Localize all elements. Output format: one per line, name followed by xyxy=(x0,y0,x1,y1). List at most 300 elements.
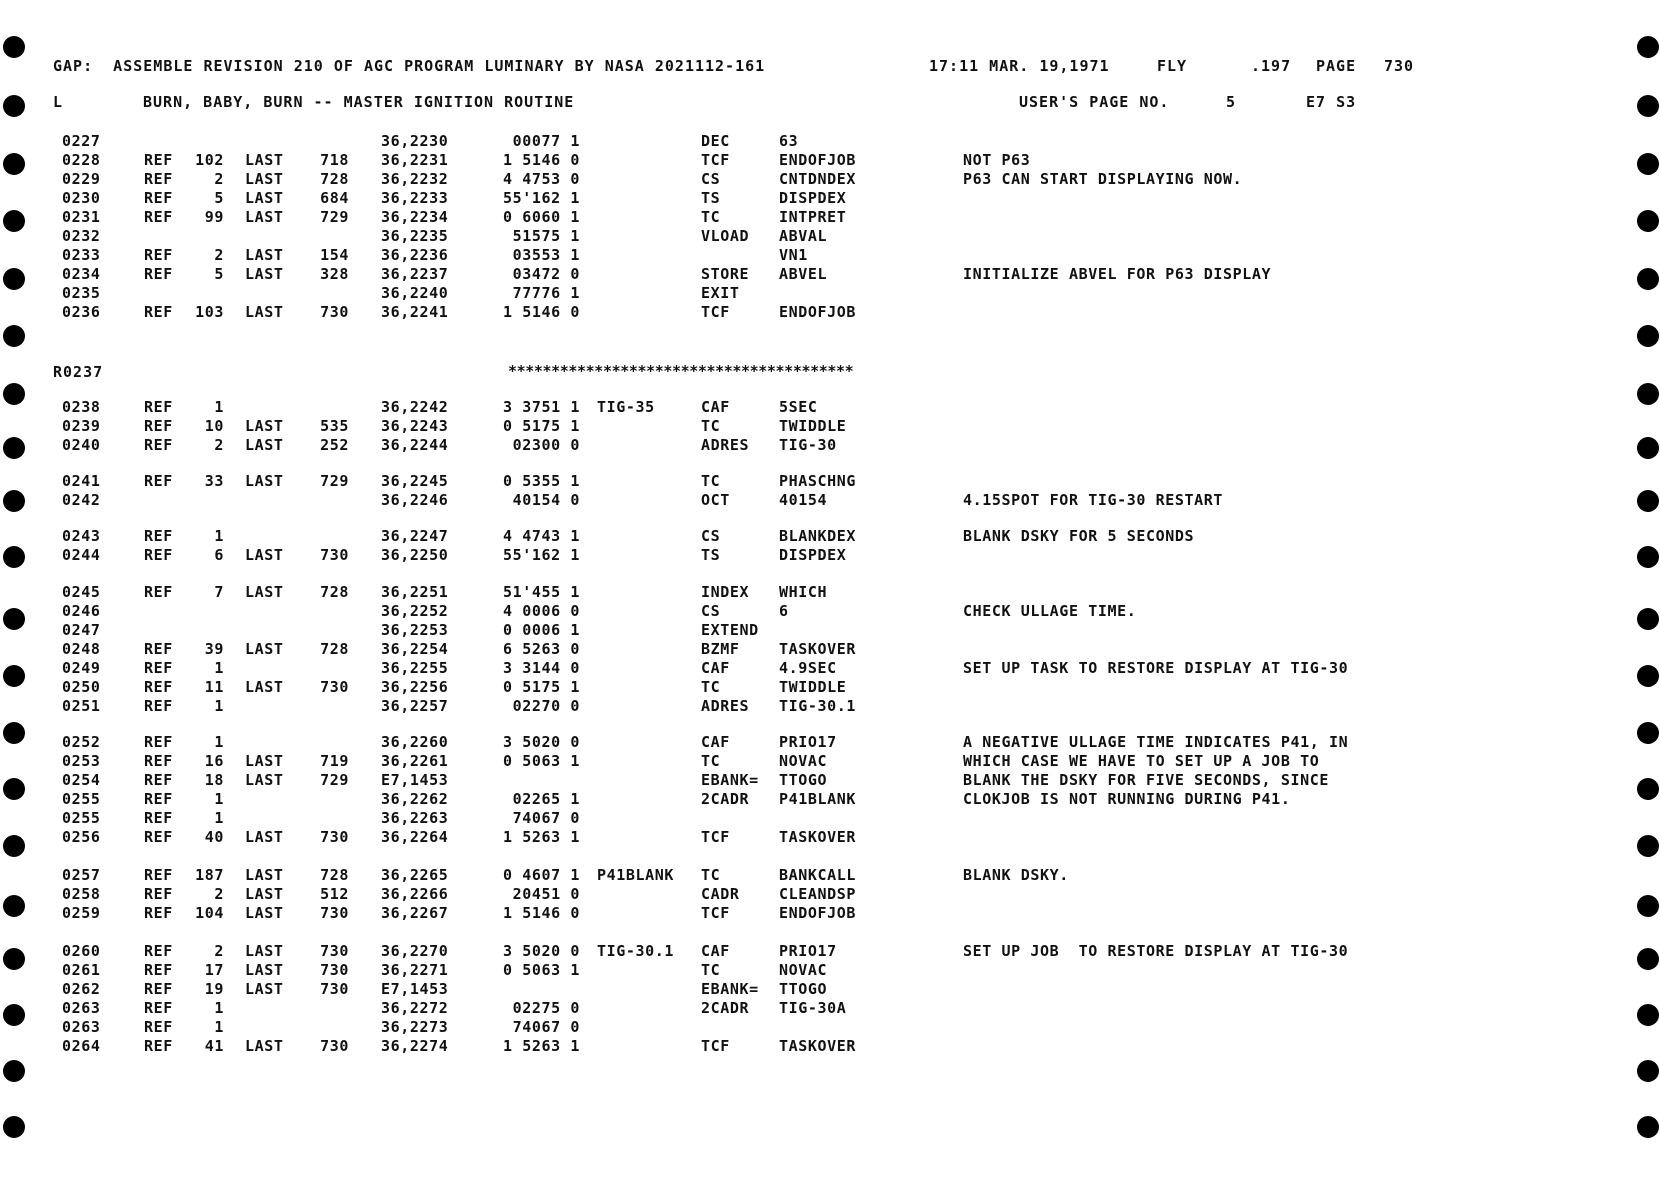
listing-line xyxy=(0,546,1660,565)
ref-label: REF xyxy=(144,1018,173,1036)
ref-label: REF xyxy=(144,904,173,922)
last-page: 729 xyxy=(320,771,349,789)
opcode: EBANK= xyxy=(701,980,759,998)
last-label: LAST xyxy=(245,246,284,264)
last-page: 730 xyxy=(320,678,349,696)
ref-count: 1 xyxy=(214,659,224,677)
opcode: STORE xyxy=(701,265,750,283)
address: 36,2233 xyxy=(381,189,449,207)
ref-label: REF xyxy=(144,208,173,226)
object-word: 03553 1 xyxy=(512,246,580,264)
ref-label: REF xyxy=(144,942,173,960)
address: 36,2231 xyxy=(381,151,449,169)
line-number: 0255 xyxy=(62,790,101,808)
comment: A NEGATIVE ULLAGE TIME INDICATES P41, IN xyxy=(963,733,1349,751)
ref-label: REF xyxy=(144,828,173,846)
last-label: LAST xyxy=(245,303,284,321)
object-word: 1 5263 1 xyxy=(502,1037,580,1055)
address: 36,2246 xyxy=(381,491,449,509)
last-label: LAST xyxy=(245,980,284,998)
comment: CHECK ULLAGE TIME. xyxy=(963,602,1137,620)
ref-count: 187 xyxy=(195,866,224,884)
operand: PRIO17 xyxy=(779,733,837,751)
line-number: 0260 xyxy=(62,942,101,960)
line-number: 0262 xyxy=(62,980,101,998)
address: 36,2245 xyxy=(381,472,449,490)
object-word: 55'162 1 xyxy=(502,546,580,564)
last-page: 730 xyxy=(320,303,349,321)
punch-hole xyxy=(3,1060,25,1082)
user-page-label: USER'S PAGE NO. xyxy=(1019,93,1170,111)
listing-line xyxy=(0,417,1660,436)
ref-label: REF xyxy=(144,398,173,416)
opcode: CAF xyxy=(701,659,730,677)
object-word: 4 4743 1 xyxy=(502,527,580,545)
ref-count: 10 xyxy=(204,417,224,435)
line-number: 0232 xyxy=(62,227,101,245)
object-word: 02275 0 xyxy=(512,999,580,1017)
comment: INITIALIZE ABVEL FOR P63 DISPLAY xyxy=(963,265,1272,283)
separator-label: R0237 xyxy=(53,363,104,381)
opcode: TC xyxy=(701,472,721,490)
address: 36,2264 xyxy=(381,828,449,846)
line-number: 0241 xyxy=(62,472,101,490)
line-number: 0239 xyxy=(62,417,101,435)
object-word: 0 5355 1 xyxy=(502,472,580,490)
opcode: TCF xyxy=(701,904,730,922)
object-word: 3 5020 0 xyxy=(502,733,580,751)
routine-title: BURN, BABY, BURN -- MASTER IGNITION ROUTINE xyxy=(143,93,575,111)
opcode: TCF xyxy=(701,828,730,846)
operand: CNTDNDEX xyxy=(779,170,857,188)
operand: PHASCHNG xyxy=(779,472,857,490)
listing-line xyxy=(0,752,1660,771)
opcode: TC xyxy=(701,752,721,770)
last-label: LAST xyxy=(245,1037,284,1055)
address: 36,2262 xyxy=(381,790,449,808)
address: 36,2242 xyxy=(381,398,449,416)
last-label: LAST xyxy=(245,866,284,884)
object-word: 4 0006 0 xyxy=(502,602,580,620)
line-number: 0249 xyxy=(62,659,101,677)
ref-count: 40 xyxy=(204,828,224,846)
operand: ABVEL xyxy=(779,265,828,283)
listing-line xyxy=(0,583,1660,602)
last-page: 535 xyxy=(320,417,349,435)
last-label: LAST xyxy=(245,752,284,770)
line-number: 0248 xyxy=(62,640,101,658)
last-page: 728 xyxy=(320,583,349,601)
opcode: TS xyxy=(701,189,721,207)
last-label: LAST xyxy=(245,904,284,922)
opcode: 2CADR xyxy=(701,790,750,808)
address: 36,2254 xyxy=(381,640,449,658)
address: 36,2240 xyxy=(381,284,449,302)
operand: CLEANDSP xyxy=(779,885,857,903)
ref-count: 1 xyxy=(214,527,224,545)
punch-hole xyxy=(1637,325,1659,347)
ref-count: 103 xyxy=(195,303,224,321)
listing-line xyxy=(0,491,1660,510)
line-number: 0253 xyxy=(62,752,101,770)
last-label: LAST xyxy=(245,265,284,283)
last-label: LAST xyxy=(245,828,284,846)
assembly-header: GAP: ASSEMBLE REVISION 210 OF AGC PROGRAM LUMINARY BY NASA 2021112-161 xyxy=(53,57,766,75)
object-word: 1 5146 0 xyxy=(502,151,580,169)
ref-count: 2 xyxy=(214,885,224,903)
object-word: 0 6060 1 xyxy=(502,208,580,226)
listing-line xyxy=(0,284,1660,303)
operand: 6 xyxy=(779,602,789,620)
operand: NOVAC xyxy=(779,961,828,979)
opcode: EXIT xyxy=(701,284,740,302)
opcode: TC xyxy=(701,208,721,226)
ref-label: REF xyxy=(144,1037,173,1055)
last-page: 154 xyxy=(320,246,349,264)
ref-count: 16 xyxy=(204,752,224,770)
line-number: 0252 xyxy=(62,733,101,751)
comment: SET UP JOB TO RESTORE DISPLAY AT TIG-30 xyxy=(963,942,1349,960)
listing-line xyxy=(0,208,1660,227)
page-label: PAGE xyxy=(1316,57,1357,75)
last-page: 730 xyxy=(320,904,349,922)
punch-hole xyxy=(3,325,25,347)
listing-line xyxy=(0,472,1660,491)
ref-label: REF xyxy=(144,265,173,283)
object-word: 0 5063 1 xyxy=(502,752,580,770)
line-number: 0264 xyxy=(62,1037,101,1055)
listing-line xyxy=(0,942,1660,961)
operand: TIG-30 xyxy=(779,436,837,454)
ref-count: 5 xyxy=(214,265,224,283)
listing-line xyxy=(0,961,1660,980)
last-page: 729 xyxy=(320,472,349,490)
ref-label: REF xyxy=(144,885,173,903)
line-number: 0231 xyxy=(62,208,101,226)
last-page: 729 xyxy=(320,208,349,226)
ref-label: REF xyxy=(144,980,173,998)
operand: 40154 xyxy=(779,491,828,509)
opcode: CADR xyxy=(701,885,740,903)
last-page: 718 xyxy=(320,151,349,169)
object-word: 51575 1 xyxy=(512,227,580,245)
address: 36,2247 xyxy=(381,527,449,545)
listing-line xyxy=(0,980,1660,999)
operand: TASKOVER xyxy=(779,1037,857,1055)
opcode: TC xyxy=(701,678,721,696)
address: 36,2267 xyxy=(381,904,449,922)
object-word: 02265 1 xyxy=(512,790,580,808)
address: 36,2235 xyxy=(381,227,449,245)
ref-label: REF xyxy=(144,752,173,770)
line-number: 0229 xyxy=(62,170,101,188)
symbol-label: TIG-35 xyxy=(597,398,655,416)
object-word: 3 3751 1 xyxy=(502,398,580,416)
ref-count: 5 xyxy=(214,189,224,207)
object-word: 0 5175 1 xyxy=(502,678,580,696)
address: 36,2266 xyxy=(381,885,449,903)
ref-label: REF xyxy=(144,866,173,884)
comment: CLOKJOB IS NOT RUNNING DURING P41. xyxy=(963,790,1291,808)
ref-count: 2 xyxy=(214,436,224,454)
ref-label: REF xyxy=(144,303,173,321)
last-label: LAST xyxy=(245,583,284,601)
operand: DISPDEX xyxy=(779,546,847,564)
line-number: 0243 xyxy=(62,527,101,545)
address: 36,2253 xyxy=(381,621,449,639)
operand: TASKOVER xyxy=(779,828,857,846)
ref-count: 41 xyxy=(204,1037,224,1055)
operand: TWIDDLE xyxy=(779,417,847,435)
last-page: 730 xyxy=(320,942,349,960)
listing-line xyxy=(0,809,1660,828)
address: 36,2260 xyxy=(381,733,449,751)
ref-count: 7 xyxy=(214,583,224,601)
operand: P41BLANK xyxy=(779,790,857,808)
ref-label: REF xyxy=(144,246,173,264)
ref-count: 19 xyxy=(204,980,224,998)
address: 36,2241 xyxy=(381,303,449,321)
opcode: 2CADR xyxy=(701,999,750,1017)
line-number: 0246 xyxy=(62,602,101,620)
comment: 4.15SPOT FOR TIG-30 RESTART xyxy=(963,491,1224,509)
listing-line xyxy=(0,265,1660,284)
last-label: LAST xyxy=(245,189,284,207)
operand: NOVAC xyxy=(779,752,828,770)
ref-label: REF xyxy=(144,583,173,601)
object-word: 0 4607 1 xyxy=(502,866,580,884)
last-label: LAST xyxy=(245,472,284,490)
ref-label: REF xyxy=(144,999,173,1017)
address: 36,2265 xyxy=(381,866,449,884)
listing-line xyxy=(0,189,1660,208)
line-number: 0238 xyxy=(62,398,101,416)
section-marker: L xyxy=(53,93,64,111)
operand: TTOGO xyxy=(779,771,828,789)
ref-count: 18 xyxy=(204,771,224,789)
address: 36,2243 xyxy=(381,417,449,435)
object-word: 51'455 1 xyxy=(502,583,580,601)
object-word: 0 5063 1 xyxy=(502,961,580,979)
last-label: LAST xyxy=(245,208,284,226)
symbol-label: P41BLANK xyxy=(597,866,675,884)
line-number: 0228 xyxy=(62,151,101,169)
opcode: TCF xyxy=(701,151,730,169)
line-number: 0235 xyxy=(62,284,101,302)
opcode: VLOAD xyxy=(701,227,750,245)
address: 36,2272 xyxy=(381,999,449,1017)
last-label: LAST xyxy=(245,170,284,188)
operand: ENDOFJOB xyxy=(779,151,857,169)
line-number: 0242 xyxy=(62,491,101,509)
last-label: LAST xyxy=(245,640,284,658)
listing-line xyxy=(0,697,1660,716)
listing-line xyxy=(0,151,1660,170)
ref-label: REF xyxy=(144,170,173,188)
operand: TWIDDLE xyxy=(779,678,847,696)
object-word: 20451 0 xyxy=(512,885,580,903)
line-number: 0263 xyxy=(62,1018,101,1036)
listing-line xyxy=(0,398,1660,417)
address: 36,2252 xyxy=(381,602,449,620)
operand: ABVAL xyxy=(779,227,828,245)
corner-tag: E7 S3 xyxy=(1306,93,1357,111)
last-label: LAST xyxy=(245,436,284,454)
address: E7,1453 xyxy=(381,980,449,998)
listing-line xyxy=(0,1018,1660,1037)
listing-line xyxy=(0,602,1660,621)
last-page: 252 xyxy=(320,436,349,454)
ref-count: 1 xyxy=(214,697,224,715)
opcode: TC xyxy=(701,961,721,979)
line-number: 0263 xyxy=(62,999,101,1017)
listing-line xyxy=(0,132,1660,151)
operand: 4.9SEC xyxy=(779,659,837,677)
ref-label: REF xyxy=(144,151,173,169)
address: 36,2250 xyxy=(381,546,449,564)
comment: BLANK DSKY. xyxy=(963,866,1069,884)
listing-line xyxy=(0,733,1660,752)
address: 36,2261 xyxy=(381,752,449,770)
line-number: 0234 xyxy=(62,265,101,283)
ref-label: REF xyxy=(144,733,173,751)
ref-count: 104 xyxy=(195,904,224,922)
ref-label: REF xyxy=(144,527,173,545)
line-number: 0236 xyxy=(62,303,101,321)
operand: 63 xyxy=(779,132,799,150)
ref-count: 1 xyxy=(214,1018,224,1036)
line-number: 0259 xyxy=(62,904,101,922)
object-word: 0 5175 1 xyxy=(502,417,580,435)
ref-count: 11 xyxy=(204,678,224,696)
opcode: CAF xyxy=(701,733,730,751)
address: 36,2234 xyxy=(381,208,449,226)
print-timestamp: 17:11 MAR. 19,1971 xyxy=(929,57,1110,75)
page-number: 730 xyxy=(1384,57,1415,75)
line-number: 0250 xyxy=(62,678,101,696)
fly-label: FLY xyxy=(1157,57,1188,75)
opcode: ADRES xyxy=(701,697,750,715)
last-page: 728 xyxy=(320,170,349,188)
listing-line xyxy=(0,436,1660,455)
ref-label: REF xyxy=(144,961,173,979)
object-word: 3 5020 0 xyxy=(502,942,580,960)
opcode: ADRES xyxy=(701,436,750,454)
line-number: 0261 xyxy=(62,961,101,979)
last-page: 728 xyxy=(320,866,349,884)
ref-label: REF xyxy=(144,417,173,435)
object-word: 74067 0 xyxy=(512,809,580,827)
last-page: 730 xyxy=(320,828,349,846)
listing-line xyxy=(0,303,1660,322)
address: 36,2237 xyxy=(381,265,449,283)
ref-label: REF xyxy=(144,809,173,827)
address: 36,2257 xyxy=(381,697,449,715)
user-page-number: 5 xyxy=(1226,93,1237,111)
last-page: 719 xyxy=(320,752,349,770)
punch-hole xyxy=(1637,36,1659,58)
last-page: 730 xyxy=(320,980,349,998)
ref-count: 2 xyxy=(214,246,224,264)
opcode: TC xyxy=(701,417,721,435)
ref-label: REF xyxy=(144,472,173,490)
opcode: CS xyxy=(701,527,721,545)
address: 36,2263 xyxy=(381,809,449,827)
ref-count: 1 xyxy=(214,733,224,751)
address: 36,2270 xyxy=(381,942,449,960)
listing-line xyxy=(0,659,1660,678)
operand: ENDOFJOB xyxy=(779,904,857,922)
opcode: EBANK= xyxy=(701,771,759,789)
punch-hole xyxy=(1637,1060,1659,1082)
object-word: 6 5263 0 xyxy=(502,640,580,658)
line-number: 0254 xyxy=(62,771,101,789)
line-number: 0256 xyxy=(62,828,101,846)
address: 36,2271 xyxy=(381,961,449,979)
object-word: 4 4753 0 xyxy=(502,170,580,188)
ref-count: 1 xyxy=(214,999,224,1017)
listing-line xyxy=(0,246,1660,265)
address: 36,2236 xyxy=(381,246,449,264)
comment: BLANK DSKY FOR 5 SECONDS xyxy=(963,527,1195,545)
line-number: 0230 xyxy=(62,189,101,207)
address: E7,1453 xyxy=(381,771,449,789)
ref-count: 99 xyxy=(204,208,224,226)
ref-count: 39 xyxy=(204,640,224,658)
listing-line xyxy=(0,527,1660,546)
ref-count: 1 xyxy=(214,398,224,416)
opcode: TS xyxy=(701,546,721,564)
punch-hole xyxy=(1637,1116,1659,1138)
object-word: 55'162 1 xyxy=(502,189,580,207)
ref-label: REF xyxy=(144,697,173,715)
last-label: LAST xyxy=(245,961,284,979)
listing-line xyxy=(0,1037,1660,1056)
punch-hole xyxy=(1637,95,1659,117)
ref-count: 6 xyxy=(214,546,224,564)
operand: DISPDEX xyxy=(779,189,847,207)
listing-line xyxy=(0,866,1660,885)
symbol-label: TIG-30.1 xyxy=(597,942,675,960)
listing-line xyxy=(0,904,1660,923)
opcode: TC xyxy=(701,866,721,884)
last-label: LAST xyxy=(245,942,284,960)
line-number: 0247 xyxy=(62,621,101,639)
ref-count: 102 xyxy=(195,151,224,169)
last-label: LAST xyxy=(245,546,284,564)
object-word: 1 5263 1 xyxy=(502,828,580,846)
object-word: 02300 0 xyxy=(512,436,580,454)
listing-line xyxy=(0,227,1660,246)
ref-label: REF xyxy=(144,790,173,808)
listing-line xyxy=(0,621,1660,640)
punch-hole xyxy=(3,36,25,58)
comment: BLANK THE DSKY FOR FIVE SECONDS, SINCE xyxy=(963,771,1329,789)
line-number: 0244 xyxy=(62,546,101,564)
listing-line xyxy=(0,828,1660,847)
operand: TASKOVER xyxy=(779,640,857,658)
listing-line xyxy=(0,790,1660,809)
address: 36,2244 xyxy=(381,436,449,454)
opcode: INDEX xyxy=(701,583,750,601)
opcode: OCT xyxy=(701,491,730,509)
operand: TIG-30.1 xyxy=(779,697,857,715)
ref-count: 1 xyxy=(214,809,224,827)
last-label: LAST xyxy=(245,678,284,696)
last-label: LAST xyxy=(245,417,284,435)
operand: BANKCALL xyxy=(779,866,857,884)
last-page: 730 xyxy=(320,961,349,979)
